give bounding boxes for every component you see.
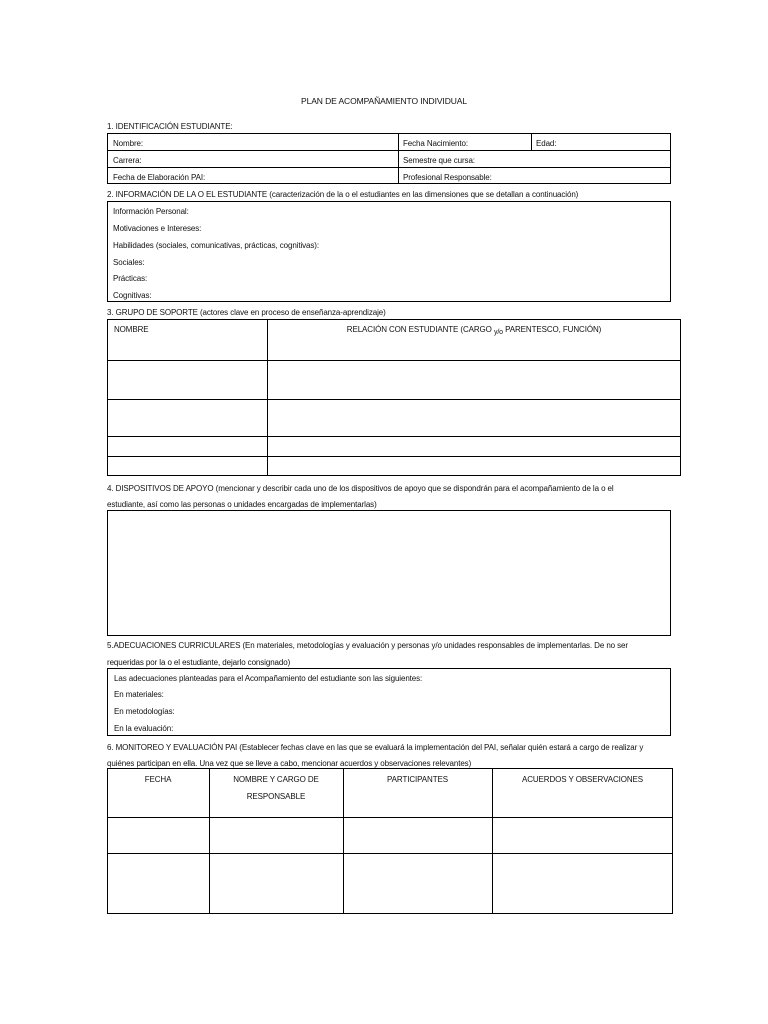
column-divider — [343, 768, 344, 914]
field-fecha-elaboracion: Fecha de Elaboración PAI: — [113, 173, 206, 182]
column-divider — [398, 133, 399, 184]
column-divider — [531, 133, 532, 150]
header-fecha: FECHA — [144, 775, 172, 784]
support-group-table — [107, 319, 681, 476]
section1-heading: 1. IDENTIFICACIÓN ESTUDIANTE: — [107, 122, 233, 131]
header-nombre-cargo: NOMBRE Y CARGO DE — [233, 775, 319, 784]
header-relacion-sub: y/o — [493, 329, 503, 336]
section2-heading: 2. INFORMACIÓN DE LA O EL ESTUDIANTE (caracterización de la o el estudiantes en las dimensiones que se detallan a continuación) — [107, 190, 579, 199]
header-acuerdos: ACUERDOS Y OBSERVACIONES — [521, 775, 644, 784]
column-divider — [492, 768, 493, 914]
field-carrera: Carrera: — [113, 156, 142, 165]
header-responsable: RESPONSABLE — [246, 792, 306, 801]
header-relacion-text2: PARENTESCO, FUNCIÓN) — [505, 325, 602, 334]
field-fecha-nacimiento: Fecha Nacimiento: — [403, 139, 468, 148]
info-item: Sociales: — [113, 258, 145, 267]
section6-heading-cont: quiénes participan en ella. Una vez que se lleve a cabo, mencionar acuerdos y observaciones relevantes) — [107, 759, 472, 768]
info-item: Habilidades (sociales, comunicativas, prácticas, cognitivas): — [113, 241, 319, 250]
field-profesional: Profesional Responsable: — [403, 173, 492, 182]
section5-heading: 5.ADECUACIONES CURRICULARES (En materiales, metodologías y evaluación y personas y/o unidades responsables de implementarlas. De no ser — [107, 641, 628, 650]
row-divider — [107, 399, 681, 400]
info-item: Motivaciones e Intereses: — [113, 224, 202, 233]
row-divider — [107, 456, 681, 457]
column-divider — [209, 768, 210, 914]
adaptation-item: En la evaluación: — [114, 724, 174, 733]
row-divider — [107, 360, 681, 361]
adaptation-item: Las adecuaciones planteadas para el Acompañamiento del estudiante son las siguientes: — [114, 674, 423, 683]
row-divider — [107, 436, 681, 437]
support-devices-box — [107, 510, 671, 636]
header-participantes: PARTICIPANTES — [387, 775, 448, 784]
field-nombre: Nombre: — [113, 139, 143, 148]
section6-heading: 6. MONITOREO Y EVALUACIÓN PAI (Establecer fechas clave en las que se evaluará la implementación del PAI, señalar quién estará a cargo de realizar y — [107, 743, 644, 752]
field-edad: Edad: — [536, 139, 557, 148]
column-divider — [267, 319, 268, 476]
info-item: Prácticas: — [113, 274, 148, 283]
section5-heading-cont: requeridas por la o el estudiante, dejarlo consignado) — [107, 658, 291, 667]
student-info-box — [107, 201, 671, 302]
section4-heading-cont: estudiante, así como las personas o unidades encargadas de implementarlas) — [107, 500, 377, 509]
header-relacion — [267, 325, 681, 336]
section4-heading: 4. DISPOSITIVOS DE APOYO (mencionar y describir cada uno de los dispositivos de apoyo que se dispondrán para el acompañamiento de la o el — [107, 484, 614, 493]
row-divider — [107, 167, 671, 168]
adaptation-item: En materiales: — [114, 690, 164, 699]
row-divider — [107, 150, 671, 151]
header-relacion-text: RELACIÓN CON ESTUDIANTE (CARGO — [346, 325, 492, 334]
adaptation-item: En metodologías: — [114, 707, 175, 716]
field-semestre: Semestre que cursa: — [403, 156, 475, 165]
monitoring-table — [107, 768, 673, 914]
info-item: Información Personal: — [113, 207, 189, 216]
row-divider — [107, 817, 673, 818]
info-item: Cognitivas: — [113, 291, 152, 300]
header-nombre: NOMBRE — [114, 325, 149, 334]
row-divider — [107, 853, 673, 854]
document-title: PLAN DE ACOMPAÑAMIENTO INDIVIDUAL — [301, 96, 467, 106]
section3-heading: 3. GRUPO DE SOPORTE (actores clave en proceso de enseñanza-aprendizaje) — [107, 308, 386, 317]
